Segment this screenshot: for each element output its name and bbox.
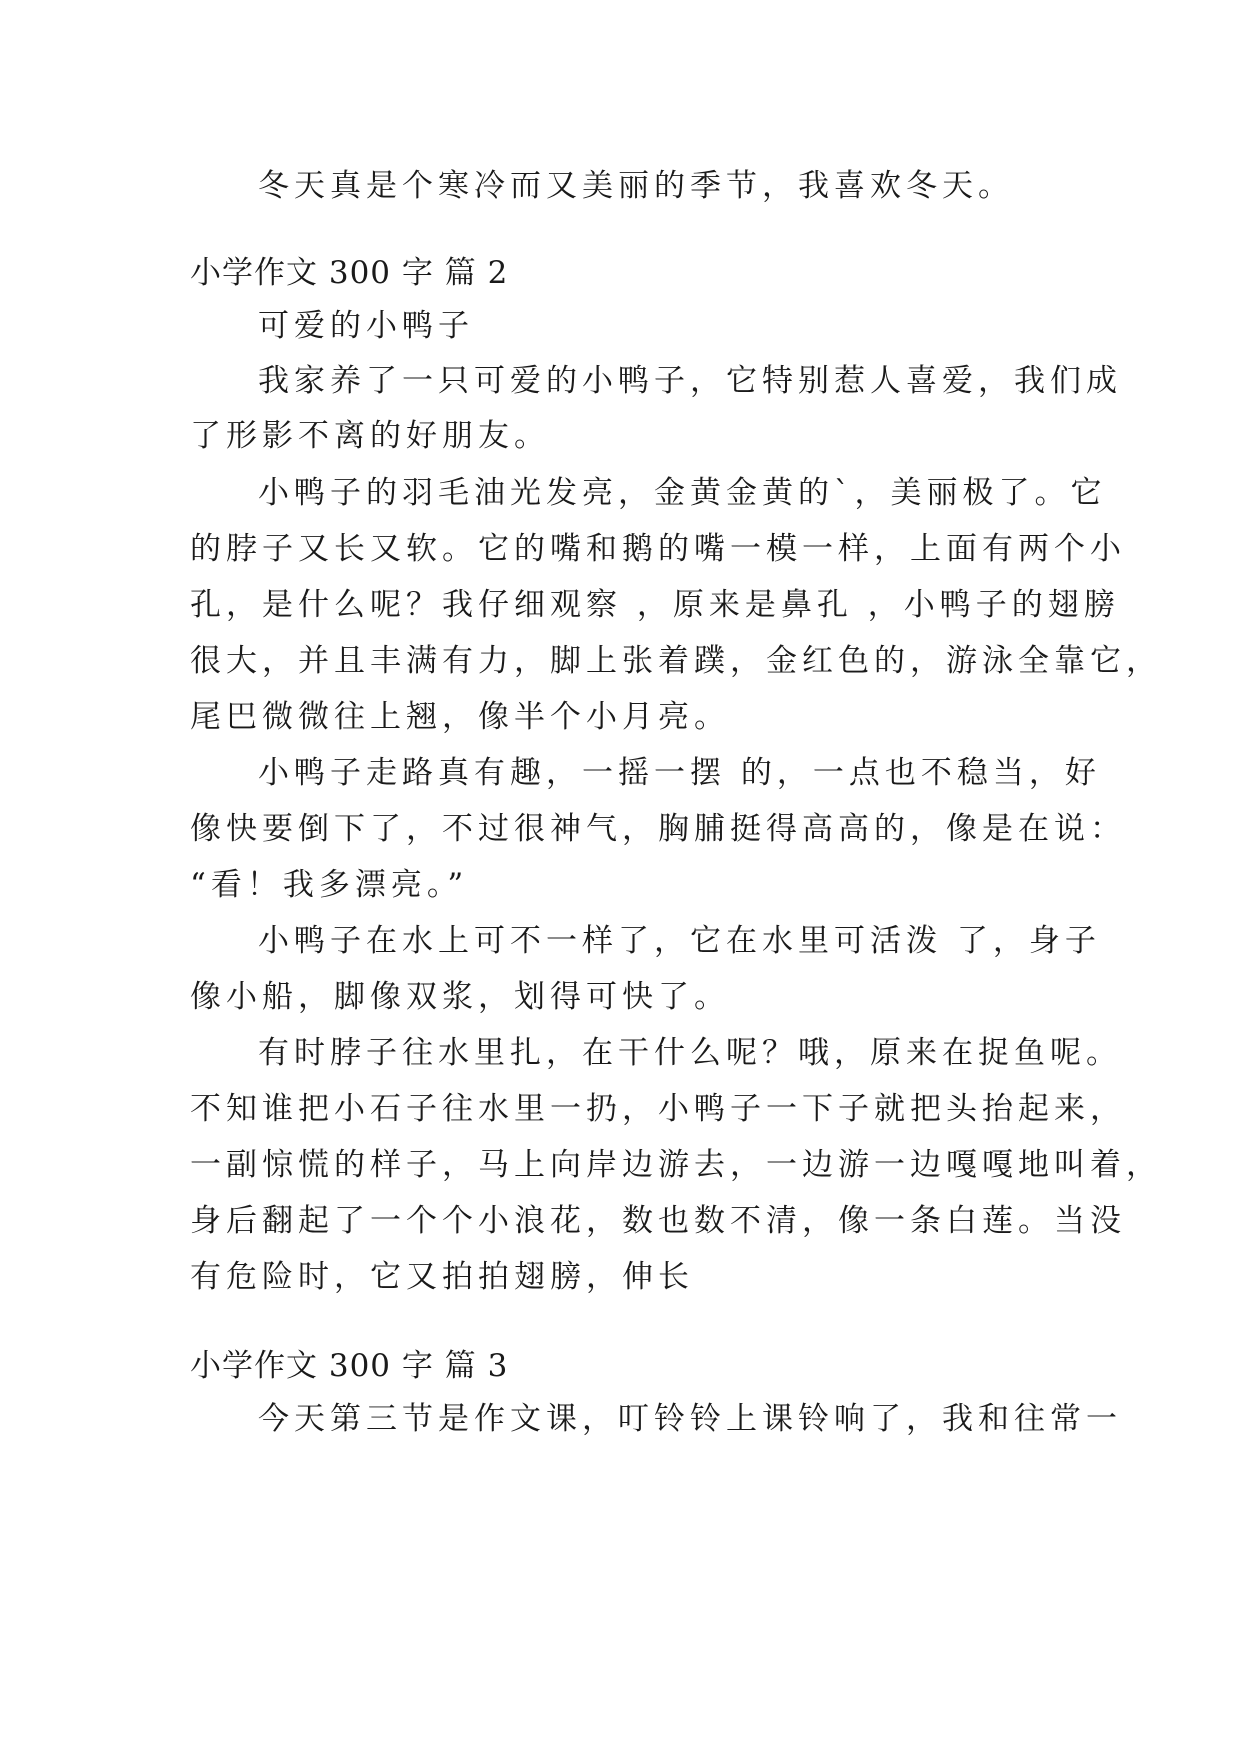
paragraph-line: 小鸭子的羽毛油光发亮，金黄金黄的`，美丽极了。它 [258, 475, 1107, 511]
paragraph-line: 了形影不离的好朋友。 [190, 418, 550, 454]
paragraph-line: “看！我多漂亮。” [190, 867, 469, 903]
paragraph-line: 的脖子又长又软。它的嘴和鹅的嘴一模一样，上面有两个小 [190, 531, 1126, 567]
paragraph-line: 像快要倒下了，不过很神气，胸脯挺得高高的，像是在说： [190, 811, 1126, 847]
paragraph-line: 很大，并且丰满有力，脚上张着蹼，金红色的，游泳全靠它， [190, 643, 1162, 679]
paragraph-line: 像小船，脚像双浆，划得可快了。 [190, 979, 730, 1015]
paragraph-line: 小鸭子走路真有趣，一摇一摆 的，一点也不稳当，好 [258, 755, 1101, 791]
paragraph-line: 身后翻起了一个个小浪花，数也数不清，像一条白莲。当没 [190, 1203, 1126, 1239]
paragraph-line: 一副惊慌的样子，马上向岸边游去，一边游一边嘎嘎地叫着， [190, 1147, 1162, 1183]
paragraph-line: 尾巴微微往上翘，像半个小月亮。 [190, 699, 730, 735]
essay-title: 可爱的小鸭子 [258, 308, 474, 344]
paragraph-line: 冬天真是个寒冷而又美丽的季节，我喜欢冬天。 [258, 168, 1014, 204]
paragraph-line: 有危险时，它又拍拍翅膀，伸长 [190, 1259, 694, 1295]
paragraph-line: 不知谁把小石子往水里一扔，小鸭子一下子就把头抬起来， [190, 1091, 1126, 1127]
paragraph-line: 有时脖子往水里扎，在干什么呢？哦，原来在捉鱼呢。 [258, 1035, 1122, 1071]
paragraph-line: 今天第三节是作文课，叮铃铃上课铃响了，我和往常一 [258, 1401, 1122, 1437]
paragraph-line: 孔，是什么呢？我仔细观察 ，原来是鼻孔 ，小鸭子的翅膀 [190, 587, 1120, 623]
section-heading: 小学作文 300 字 篇 3 [190, 1348, 509, 1384]
paragraph-line: 我家养了一只可爱的小鸭子，它特别惹人喜爱，我们成 [258, 363, 1122, 399]
paragraph-line: 小鸭子在水上可不一样了，它在水里可活泼 了，身子 [258, 923, 1101, 959]
section-heading: 小学作文 300 字 篇 2 [190, 255, 509, 291]
